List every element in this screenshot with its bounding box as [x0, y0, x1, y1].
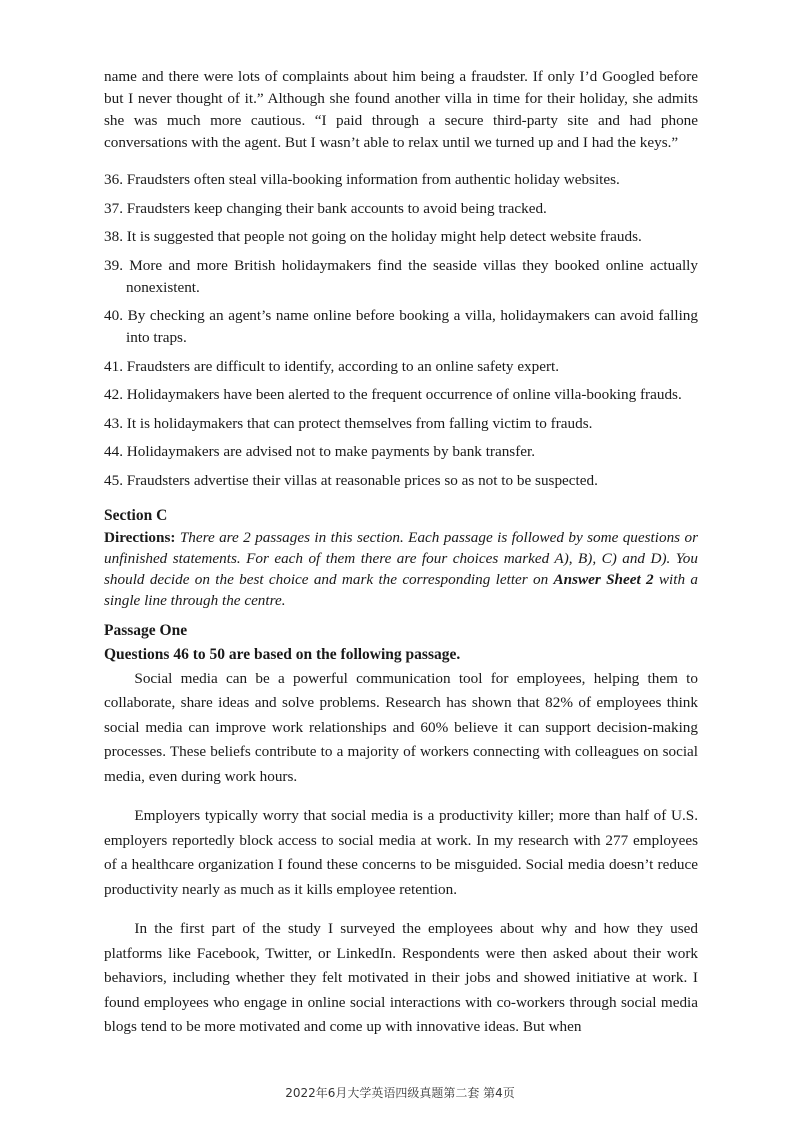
statement-item: 36. Fraudsters often steal villa-booking information from authentic holiday websites.	[104, 171, 620, 188]
directions-text: There are 2 passages in this section. Each passage is followed by some questions or unfinished statements. For each of them there are four choices marked A), B), C) and D). You should decide on the best choice and mark the corresponding letter on	[104, 528, 698, 588]
statement-item: 38. It is suggested that people not going on the holiday might help detect website frauds.	[104, 228, 642, 245]
passage-body	[104, 667, 698, 1040]
passage-paragraph: Employers typically worry that social media is a productivity killer; more than half of U.S. employers reportedly block access to social media at work. In my research with 277 employees of a healthcare organization I found these concerns to be misguided. Social media doesn’t reduce productivity nearly as much as it kills employee retention.	[104, 807, 698, 898]
directions-text-end: with a single line through the centre.	[104, 570, 698, 609]
passage-paragraph: In the first part of the study I surveyed the employees about why and how they used platforms like Facebook, Twitter, or LinkedIn. Respondents were then asked about their work behaviors, including whether they felt motivated in their jobs and showed initiative at work. I found employees who engage in online social interactions with co-workers through social media blogs tend to be more motivated and come up with innovative ideas. But when	[104, 920, 698, 1035]
statement-item: 37. Fraudsters keep changing their bank accounts to avoid being tracked.	[104, 199, 547, 217]
statement-list	[104, 169, 698, 492]
directions	[104, 527, 698, 611]
section-title: Section C	[104, 506, 168, 524]
directions-label: Directions:	[104, 528, 176, 546]
statement-item: 42. Holidaymakers have been alerted to the frequent occurrence of online villa-booking frauds.	[104, 386, 682, 403]
statement-item: 39. More and more British holidaymakers find the seaside villas they booked online actually nonexistent.	[104, 256, 698, 296]
statement-item: 45. Fraudsters advertise their villas at reasonable prices so as not to be suspected.	[104, 471, 598, 489]
statement-item: 41. Fraudsters are difficult to identify, according to an online safety expert.	[104, 357, 560, 375]
passage-title: Passage One	[104, 621, 188, 639]
statement-item: 40. By checking an agent’s name online before booking a villa, holidaymakers can avoid falling into traps.	[104, 307, 698, 346]
statement-item: 43. It is holidaymakers that can protect themselves from falling victim to frauds.	[104, 414, 593, 432]
page-content	[104, 66, 698, 1055]
passage-paragraph: Social media can be a powerful communication tool for employees, helping them to collaborate, share ideas and solve problems. Research has shown that 82% of employees think social media can improve work relationships and 60% believe it can support decision-making processes. These beliefs contribute to a majority of workers connecting with colleagues on social media, even during work hours.	[104, 669, 698, 785]
passage-subtitle: Questions 46 to 50 are based on the following passage.	[104, 645, 461, 663]
page-footer: 2022年6月大学英语四级真题第二套 第4页	[285, 1086, 515, 1100]
passage-continuation: name and there were lots of complaints about him being a fraudster. If only I’d Googled before but I never thought of it.” Although she found another villa in time for their holiday, she admits she was much more cautious. “I paid through a secure third-party site and had phone conversations with the agent. But I wasn’t able to relax until we turned up and I had the keys.”	[104, 68, 698, 151]
answer-sheet-label: Answer Sheet 2	[553, 570, 654, 588]
statement-item: 44. Holidaymakers are advised not to make payments by bank transfer.	[104, 443, 536, 460]
